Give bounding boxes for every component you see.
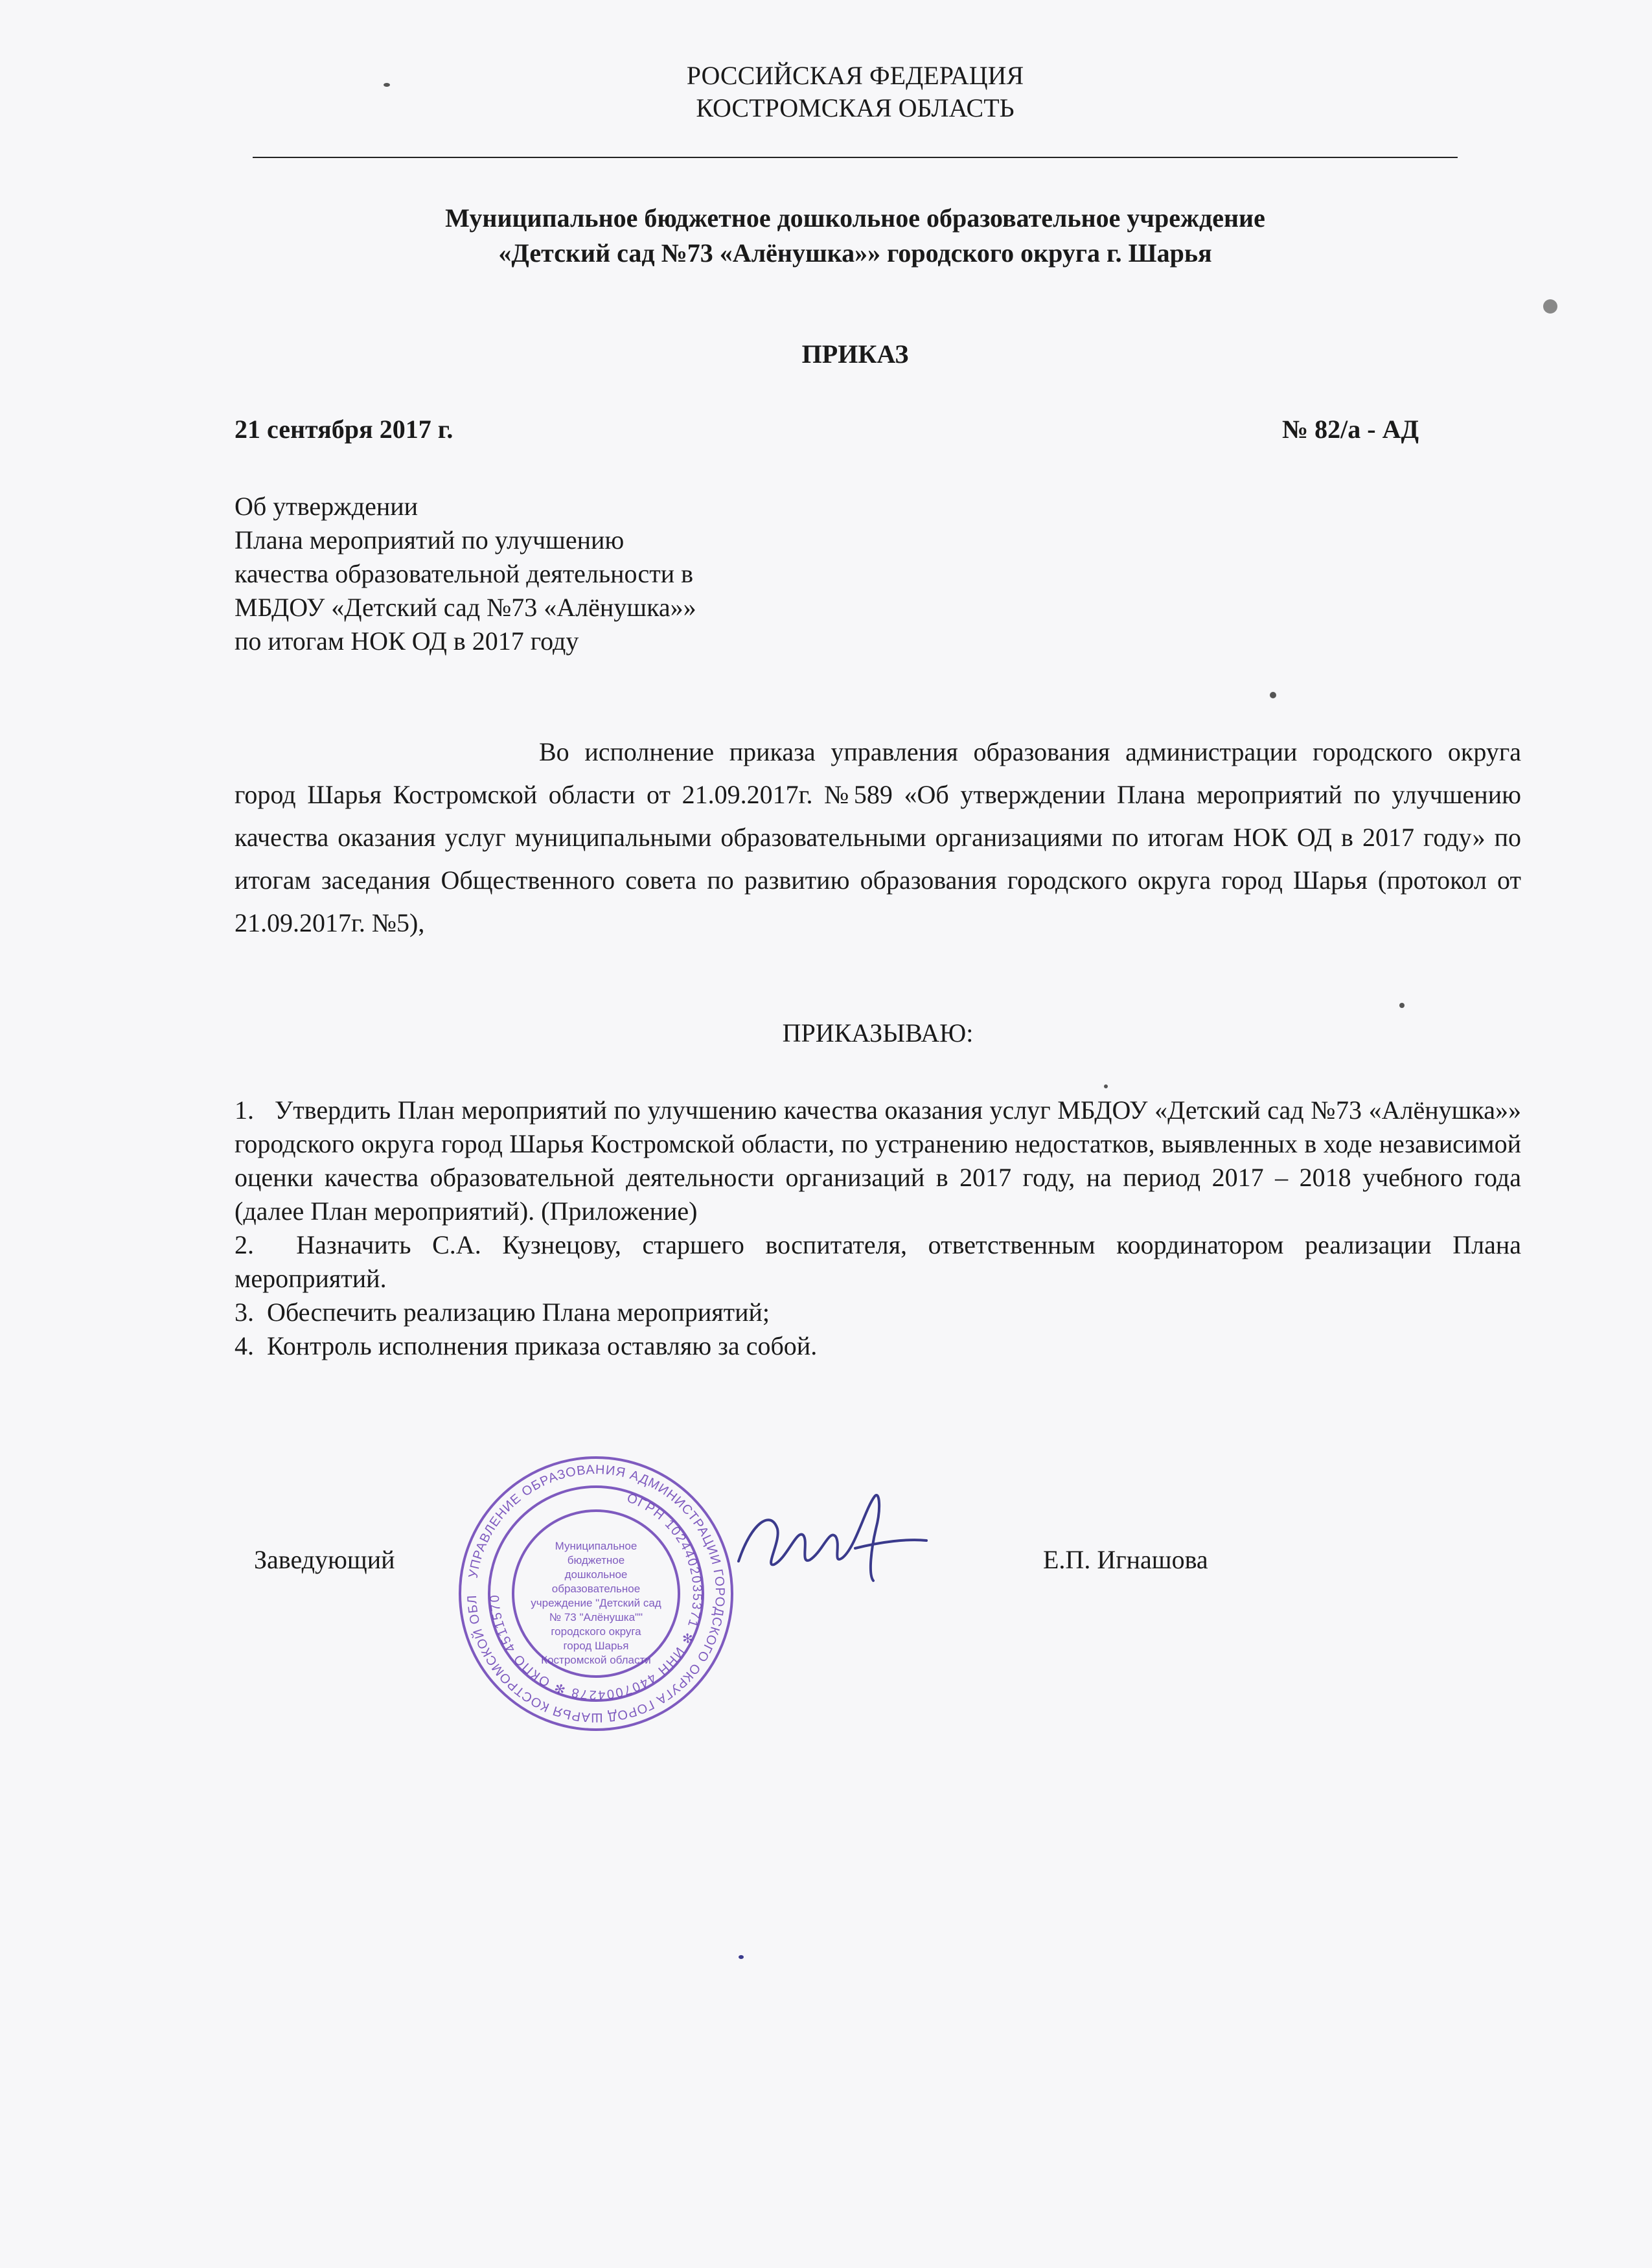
svg-text:городского округа: городского округа	[551, 1625, 641, 1638]
region-heading: КОСТРОМСКАЯ ОБЛАСТЬ	[696, 93, 1015, 122]
signatory-position: Заведующий	[254, 1545, 395, 1574]
order-items	[235, 1094, 1521, 1363]
directive-heading: ПРИКАЗЫВАЮ:	[782, 1018, 974, 1048]
svg-text:УПРАВЛЕНИЕ ОБРАЗОВАНИЯ АДМИНИС: УПРАВЛЕНИЕ ОБРАЗОВАНИЯ АДМИНИСТРАЦИИ ГОРОДСКОГО ОКРУГА ГОРОД ШАРЬЯ КОСТРОМСКОЙ ОБЛ	[465, 1462, 728, 1725]
country-heading: РОССИЙСКАЯ ФЕДЕРАЦИЯ	[686, 61, 1024, 90]
order-subject	[235, 490, 947, 658]
preamble-paragraph: Во исполнение приказа управления образования администрации городского округа город Шарья Костромской области от 21.09.2017г. №589 «Об утверждении Плана мероприятий по улучшению качества оказания услуг муниципальными образовательными организациями по итогам НОК ОД в 2017 году» по итогам заседания Общественного совета по развитию образования городского округа город Шарья (протокол от 21.09.2017г. №5),	[235, 737, 1521, 937]
item-number: 2.	[235, 1230, 254, 1259]
subject-line: Об утверждении	[235, 492, 419, 521]
scan-speck	[1399, 1003, 1405, 1008]
scan-speck	[1270, 692, 1276, 698]
signature-scribble-icon	[726, 1483, 933, 1594]
order-date: 21 сентября 2017 г.	[235, 415, 453, 444]
item-text: Утвердить План мероприятий по улучшению качества оказания услуг МБДОУ «Детский сад №73 «Алёнушка»» городского округа город Шарья Костромской области, по устранению недостатков, выявленных в ходе независимой оценки качества образовательной деятельности организаций в 2017 году, на период 2017 – 2018 учебного года (далее План мероприятий). (Приложение)	[235, 1095, 1521, 1226]
svg-text:Костромской области: Костромской области	[541, 1654, 651, 1666]
subject-line: Плана мероприятий по улучшению	[235, 525, 625, 555]
official-stamp	[453, 1451, 739, 1736]
svg-text:№ 73 "Алёнушка"": № 73 "Алёнушка""	[549, 1611, 643, 1623]
header-divider	[253, 157, 1458, 158]
item-text: Назначить С.А. Кузнецову, старшего воспитателя, ответственным координатором реализации Плана мероприятий.	[235, 1230, 1521, 1293]
svg-text:дошкольное: дошкольное	[564, 1568, 628, 1581]
list-item	[235, 1094, 1521, 1228]
subject-line: по итогам НОК ОД в 2017 году	[235, 626, 579, 656]
svg-text:город Шарья: город Шарья	[563, 1640, 629, 1652]
subject-line: качества образовательной деятельности в	[235, 559, 694, 588]
scan-speck	[1543, 299, 1557, 314]
institution-name-line2: «Детский сад №73 «Алёнушка»» городского округа г. Шарья	[498, 238, 1212, 268]
scan-speck	[384, 83, 390, 87]
item-text: Обеспечить реализацию Плана мероприятий;	[267, 1298, 770, 1327]
item-number: 3.	[235, 1298, 254, 1327]
list-item	[235, 1228, 1521, 1296]
svg-text:бюджетное: бюджетное	[567, 1554, 625, 1566]
svg-text:образовательное: образовательное	[551, 1583, 641, 1595]
institution-name-line1: Муниципальное бюджетное дошкольное образовательное учреждение	[445, 203, 1265, 233]
handwritten-signature	[726, 1483, 933, 1594]
order-number: № 82/а - АД	[1281, 415, 1419, 444]
scan-speck	[739, 1955, 744, 1959]
list-item	[235, 1296, 1521, 1329]
scan-speck	[1104, 1084, 1108, 1088]
signatory-name: Е.П. Игнашова	[1043, 1545, 1208, 1574]
item-text: Контроль исполнения приказа оставляю за собой.	[267, 1331, 818, 1360]
list-item	[235, 1329, 1521, 1363]
round-seal-icon	[453, 1451, 739, 1736]
svg-text:учреждение "Детский сад: учреждение "Детский сад	[531, 1597, 661, 1609]
item-number: 1.	[235, 1095, 254, 1125]
item-number: 4.	[235, 1331, 254, 1360]
svg-text:Муниципальное: Муниципальное	[555, 1540, 637, 1552]
svg-text:ОГРН 1024402035371 ✻ ИНН 44070: ОГРН 1024402035371 ✻ ИНН 4407004278 ✻ ОКПО 4511570	[487, 1491, 705, 1702]
subject-line: МБДОУ «Детский сад №73 «Алёнушка»»	[235, 593, 696, 622]
order-title: ПРИКАЗ	[801, 339, 909, 369]
